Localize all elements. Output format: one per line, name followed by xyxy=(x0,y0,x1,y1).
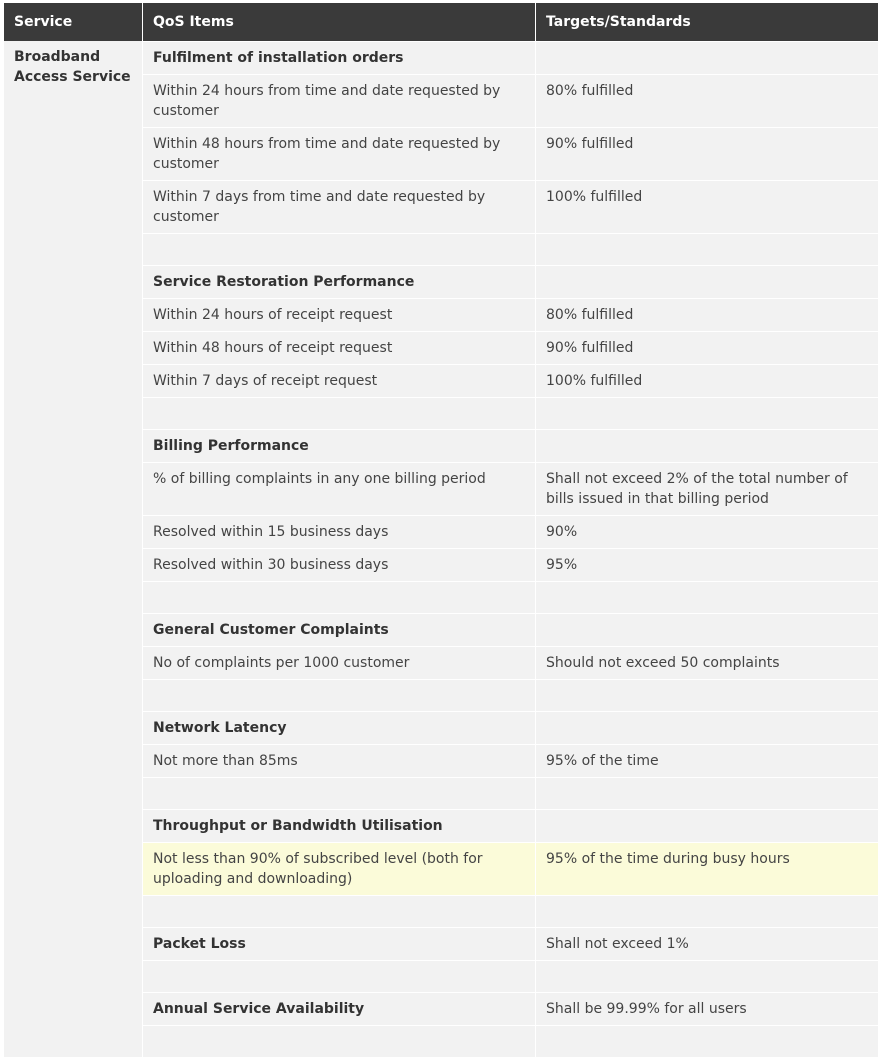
qos-item xyxy=(143,581,536,613)
qos-item: Within 48 hours from time and date requested by customer xyxy=(143,127,536,180)
qos-item xyxy=(143,1025,536,1057)
target-cell: Shall be 99.99% for all users xyxy=(536,992,878,1025)
qos-item xyxy=(143,397,536,429)
qos-item xyxy=(143,679,536,711)
target-cell xyxy=(536,711,878,744)
qos-item: Not more than 85ms xyxy=(143,744,536,777)
target-cell xyxy=(536,233,878,265)
qos-item: Within 24 hours from time and date requested by customer xyxy=(143,74,536,127)
header-qos-items: QoS Items xyxy=(143,3,536,41)
section-heading: Billing Performance xyxy=(143,429,536,462)
table-header-row xyxy=(4,3,878,41)
qos-item: No of complaints per 1000 customer xyxy=(143,646,536,679)
target-cell: 90% fulfilled xyxy=(536,127,878,180)
target-cell: Should not exceed 50 complaints xyxy=(536,646,878,679)
target-cell: 90% xyxy=(536,515,878,548)
target-cell xyxy=(536,397,878,429)
qos-item: Resolved within 30 business days xyxy=(143,548,536,581)
section-heading: Annual Service Availability xyxy=(143,992,536,1025)
section-heading: Throughput or Bandwidth Utilisation xyxy=(143,809,536,842)
target-cell xyxy=(536,429,878,462)
target-cell: 95% xyxy=(536,548,878,581)
qos-item: Resolved within 15 business days xyxy=(143,515,536,548)
target-cell: 90% fulfilled xyxy=(536,331,878,364)
target-cell: Shall not exceed 2% of the total number of bills issued in that billing period xyxy=(536,462,878,515)
qos-item: Within 7 days from time and date requested by customer xyxy=(143,180,536,233)
section-heading: Service Restoration Performance xyxy=(143,265,536,298)
target-cell: 100% fulfilled xyxy=(536,364,878,397)
target-cell xyxy=(536,265,878,298)
header-targets: Targets/Standards xyxy=(536,3,878,41)
qos-item: Within 7 days of receipt request xyxy=(143,364,536,397)
service-name: Broadband Access Service xyxy=(4,41,143,1057)
qos-item: Within 24 hours of receipt request xyxy=(143,298,536,331)
qos-item xyxy=(143,777,536,809)
target-cell: 80% fulfilled xyxy=(536,74,878,127)
target-cell: 100% fulfilled xyxy=(536,180,878,233)
qos-item: % of billing complaints in any one billing period xyxy=(143,462,536,515)
target-cell xyxy=(536,581,878,613)
qos-item xyxy=(143,233,536,265)
qos-item xyxy=(143,960,536,992)
table-row xyxy=(4,41,878,74)
qos-table xyxy=(4,3,878,1057)
qos-item: Within 48 hours of receipt request xyxy=(143,331,536,364)
target-cell xyxy=(536,679,878,711)
qos-item: Not less than 90% of subscribed level (both for uploading and downloading) xyxy=(143,842,536,895)
target-cell xyxy=(536,777,878,809)
qos-item xyxy=(143,895,536,927)
target-cell: Shall not exceed 1% xyxy=(536,927,878,960)
target-cell xyxy=(536,41,878,74)
target-cell: 95% of the time during busy hours xyxy=(536,842,878,895)
target-cell: 95% of the time xyxy=(536,744,878,777)
target-cell xyxy=(536,613,878,646)
target-cell: 80% fulfilled xyxy=(536,298,878,331)
section-heading: Network Latency xyxy=(143,711,536,744)
section-heading: Fulfilment of installation orders xyxy=(143,41,536,74)
target-cell xyxy=(536,895,878,927)
section-heading: General Customer Complaints xyxy=(143,613,536,646)
header-service: Service xyxy=(4,3,143,41)
target-cell xyxy=(536,1025,878,1057)
target-cell xyxy=(536,960,878,992)
section-heading: Packet Loss xyxy=(143,927,536,960)
target-cell xyxy=(536,809,878,842)
